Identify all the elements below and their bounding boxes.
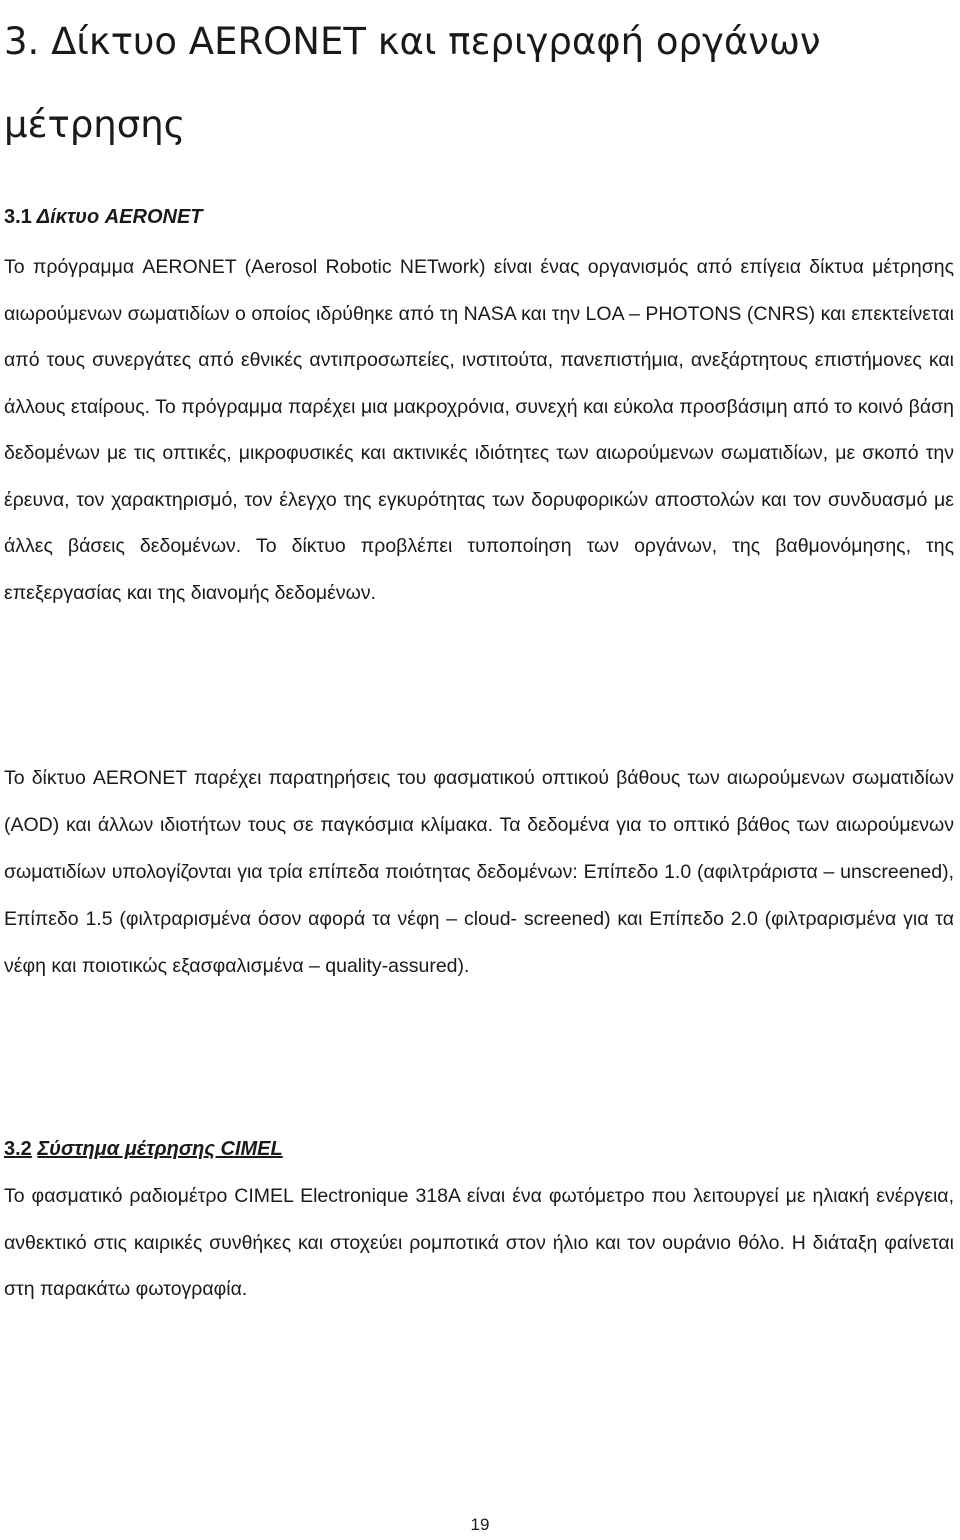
page-number: 19 <box>470 1515 490 1534</box>
section-title: Δίκτυο AERONET <box>36 206 203 228</box>
paragraph-aeronet-program: Το πρόγραμμα AERONET (Aerosol Robotic NETwork) είναι ένας οργανισμός από επίγεια δίκτυα μέτρησης αιωρούμενων σωματιδίων ο οποίος ιδρύθηκε από τη NASA και την LOA – PHOTONS (CNRS) και επεκτείνεται από τους συνεργάτες από εθνικές αντιπροσωπείες, ινστιτούτα, πανεπιστήμια, ανεξάρτητους επιστήμονες και άλλους εταίρους. Το πρόγραμμα παρέχει μια μακροχρόνια, συνεχή και εύκολα προσβάσιμη από το κοινό βάση δεδομένων με τις οπτικές, μικροφυσικές και ακτινικές ιδιότητες των αιωρούμενων σωματιδίων, με σκοπό την έρευνα, τον χαρακτηρισμό, τον έλεγχο της εγκυρότητας των δορυφορικών αποστολών και τον συνδυασμό με άλλες βάσεις δεδομένων. Το δίκτυο προβλέπει τυποποίηση των οργάνων, της βαθμονόμησης, της επεξεργασίας και της διανομής δεδομένων. <box>4 256 954 604</box>
section-number: 3.2 <box>4 1138 32 1160</box>
chapter-title: 3. Δίκτυο AERONET και περιγραφή οργάνων μέτρησης <box>4 20 821 146</box>
section-heading-3-2 <box>4 1136 283 1162</box>
section-title: Σύστημα μέτρησης CIMEL <box>37 1138 283 1160</box>
section-number: 3.1 <box>4 206 32 228</box>
section-heading-3-1 <box>4 204 203 230</box>
paragraph-cimel-description: Το φασματικό ραδιομέτρο CIMEL Electronique 318A είναι ένα φωτόμετρο που λειτουργεί με ηλιακή ενέργεια, ανθεκτικό στις καιρικές συνθήκες και στοχεύει ρομποτικά στον ήλιο και τον ουράνιο θόλο. Η διάταξη φαίνεται στη παρακάτω φωτογραφία. <box>4 1185 954 1300</box>
paragraph-aeronet-data-levels: Το δίκτυο AERONET παρέχει παρατηρήσεις του φασματικού οπτικού βάθους των αιωρούμενων σωματιδίων (AOD) και άλλων ιδιοτήτων τους σε παγκόσμια κλίμακα. Τα δεδομένα για το οπτικό βάθος των αιωρούμενων σωματιδίων υπολογίζονται για τρία επίπεδα ποιότητας δεδομένων: Επίπεδο 1.0 (αφιλτράριστα – unscreened), Επίπεδο 1.5 (φιλτραρισμένα όσον αφορά τα νέφη – cloud- screened) και Επίπεδο 2.0 (φιλτραρισμένα για τα νέφη και ποιοτικώς εξασφαλισμένα – quality-assured). <box>4 767 954 977</box>
